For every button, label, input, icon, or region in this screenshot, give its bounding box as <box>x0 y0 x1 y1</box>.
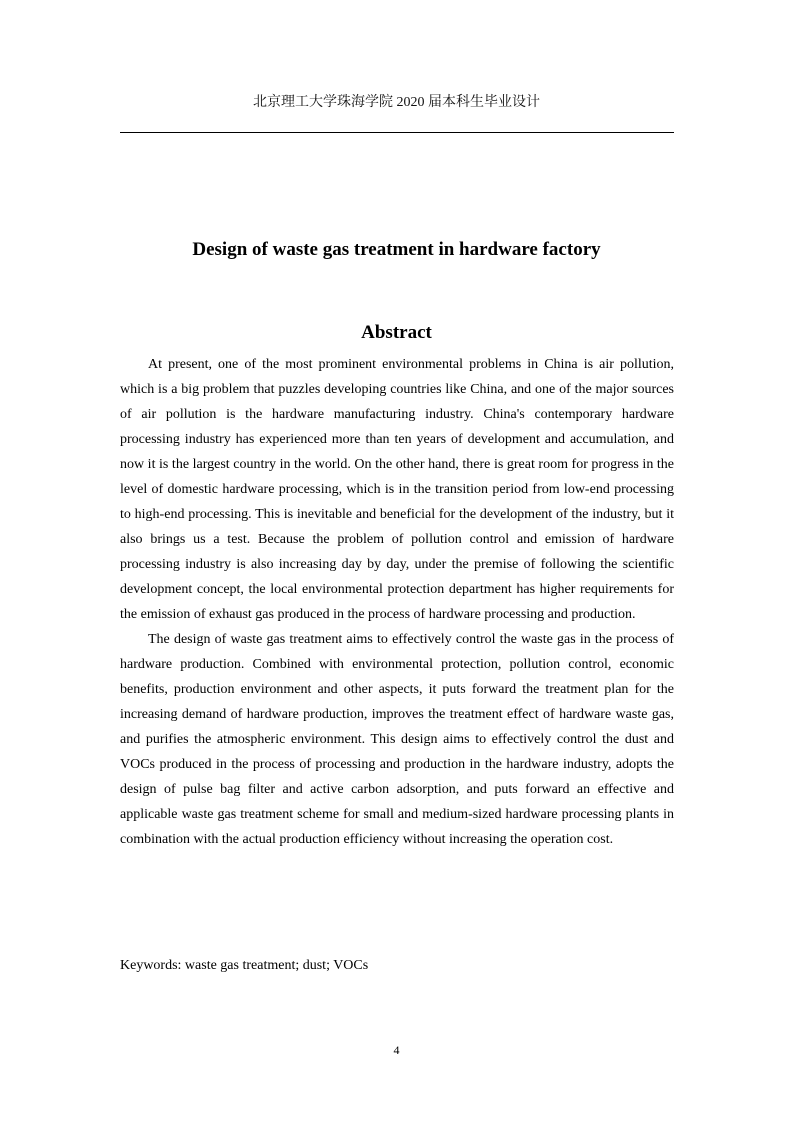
abstract-heading: Abstract <box>361 322 432 343</box>
page-header: 北京理工大学珠海学院 2020 届本科生毕业设计 <box>253 95 540 110</box>
page-number: 4 <box>393 1043 400 1057</box>
keywords-line: Keywords: waste gas treatment; dust; VOCs <box>120 958 369 973</box>
abstract-paragraph: At present, one of the most prominent environmental problems in China is air pollution, which is a big problem that puzzles developing countries like China, and one of the major sources of air pollution is the hardware manufacturing industry. China's contemporary hardware processing industry has experienced more than ten years of development and accumulation, and now it is the largest country in the world. On the other hand, there is great room for progress in the level of domestic hardware processing, which is in the transition period from low-end processing to high-end processing. This is inevitable and beneficial for the development of the industry, but it also brings us a test. Because the problem of pollution control and emission of hardware processing industry is also increasing day by day, under the premise of following the scientific development concept, the local environmental protection department has higher requirements for the emission of exhaust gas produced in the process of hardware processing and production. <box>120 357 674 622</box>
document-title: Design of waste gas treatment in hardware factory <box>192 239 601 260</box>
abstract-paragraph: The design of waste gas treatment aims to effectively control the waste gas in the process of hardware production. Combined with environmental protection, pollution control, economic benefits, production environment and other aspects, it puts forward the treatment plan for the increasing demand of hardware production, improves the treatment effect of hardware waste gas, and purifies the atmospheric environment. This design aims to effectively control the dust and VOCs produced in the process of processing and production in the hardware industry, adopts the design of pulse bag filter and active carbon adsorption, and puts forward an effective and applicable waste gas treatment scheme for small and medium-sized hardware processing plants in combination with the actual production efficiency without increasing the operation cost. <box>120 632 674 847</box>
abstract-body <box>120 352 674 852</box>
header-divider <box>120 132 674 133</box>
